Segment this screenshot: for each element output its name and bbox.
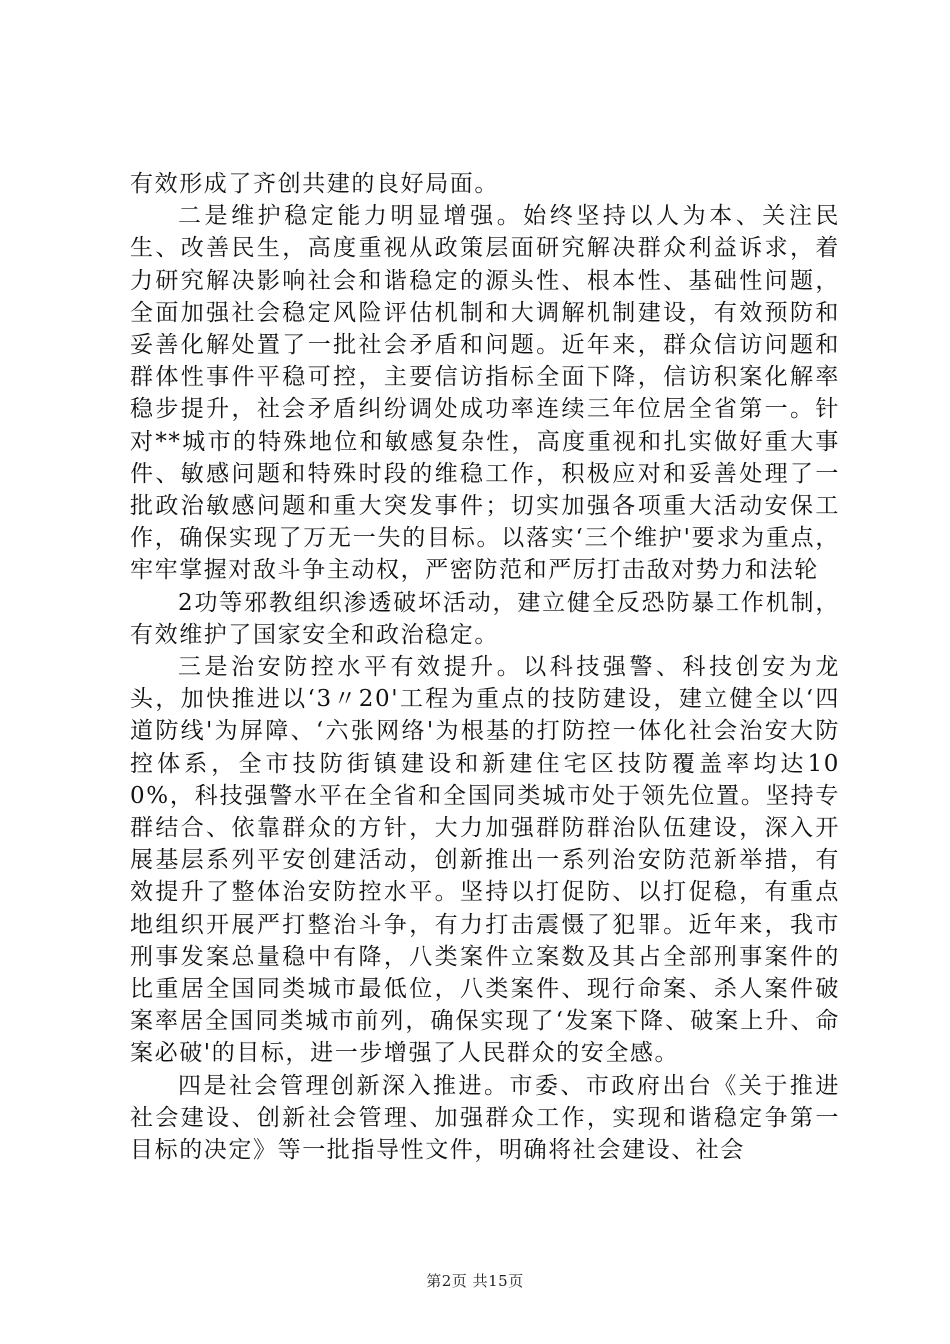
paragraph-social-management: 四是社会管理创新深入推进。市委、市政府出台《关于推进社会建设、创新社会管理、加强群众工作，实现和谐稳定争第一目标的决定》等一批指导性文件，明确将社会建设、社会: [130, 1072, 840, 1164]
paragraph-stability-continued: 2功等邪教组织渗透破坏活动，建立健全反恐防暴工作机制，有效维护了国家安全和政治稳定。: [130, 589, 840, 648]
page-number-footer: 第2页 共15页: [426, 1272, 524, 1290]
paragraph-public-security: 三是治安防控水平有效提升。以科技强警、科技创安为龙头，加快推进以‘3〃20'工程为重点的技防建设，建立健全以‘四道防线'为屏障、‘六张网络'为根基的打防控一体化社会治安大防控体系，全市技防街镇建设和新建住宅区技防覆盖率均达100%，科技强警水平在全省和全国同类城市处于领先位置。坚持专群结合、依靠群众的方针，大力加强群防群治队伍建设，深入开展基层系列平安创建活动，创新推出一系列治安防范新举措，有效提升了整体治安防控水平。坚持以打促防、以打促稳，有重点地组织开展严打整治斗争，有力打击震慑了犯罪。近年来，我市刑事发案总量稳中有降，八类案件立案数及其占全部刑事案件的比重居全国同类城市最低位，八类案件、现行命案、杀人案件破案率居全国同类城市前列，确保实现了‘发案下降、破案上升、命案必破'的目标，进一步增强了人民群众的安全感。: [130, 654, 840, 1067]
paragraph-stability: 二是维护稳定能力明显增强。始终坚持以人为本、关注民生、改善民生，高度重视从政策层面研究解决群众利益诉求，着力研究解决影响社会和谐稳定的源头性、根本性、基础性问题，全面加强社会稳定风险评估机制和大调解机制建设，有效预防和妥善化解处置了一批社会矛盾和问题。近年来，群众信访问题和群体性事件平稳可控，主要信访指标全面下降，信访积案化解率稳步提升，社会矛盾纠纷调处成功率连续三年位居全省第一。针对**城市的特殊地位和敏感复杂性，高度重视和扎实做好重大事件、敏感问题和特殊时段的维稳工作，积极应对和妥善处理了一批政治敏感问题和重大突发事件；切实加强各项重大活动安保工作，确保实现了万无一失的目标。以落实‘三个维护'要求为重点，牢牢掌握对敌斗争主动权，严密防范和严厉打击敌对势力和法轮: [130, 203, 840, 584]
document-body: [130, 168, 840, 1166]
paragraph-continuation: 有效形成了齐创共建的良好局面。: [130, 171, 499, 197]
